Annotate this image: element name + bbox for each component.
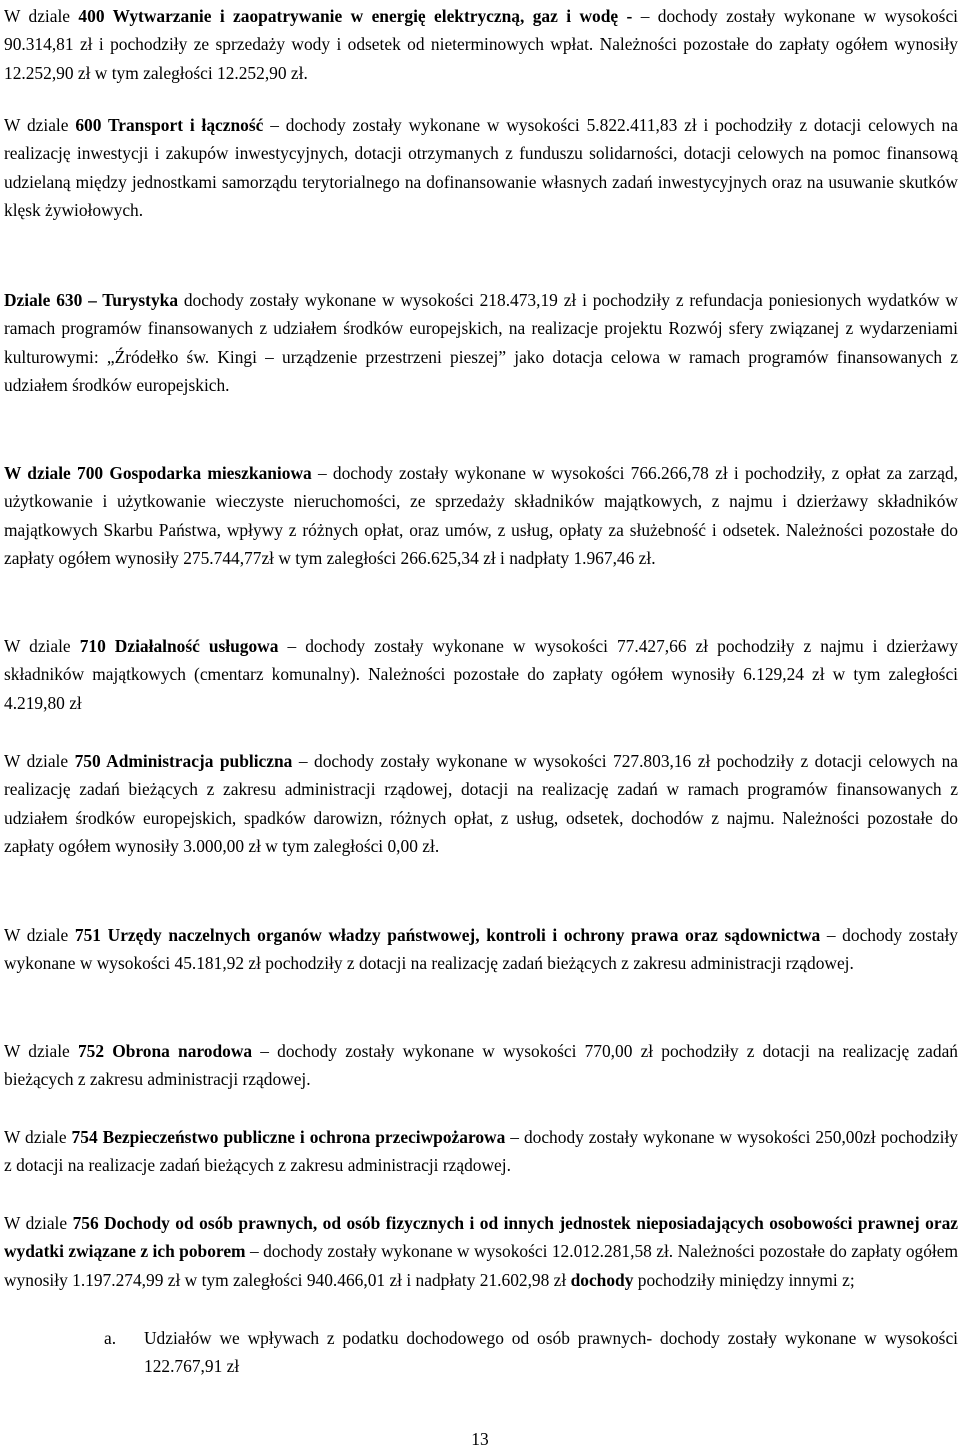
section-heading-400: 400 Wytwarzanie i zaopatrywanie w energię elektryczną, gaz i wodę - <box>78 6 633 26</box>
list-item <box>104 1324 958 1381</box>
section-heading-600: 600 Transport i łączność <box>75 115 264 135</box>
paragraph-dzial-756 <box>4 1209 958 1294</box>
paragraph-lead: W dziale <box>4 115 69 135</box>
paragraph-lead: W dziale <box>4 6 71 26</box>
paragraph-text: – dochody zostały wykonane w wysokości 770,00 zł pochodziły z dotacji na realizację zadań bieżących z zakresu administracji rządowej. <box>4 1041 958 1090</box>
paragraph-dzial-751 <box>4 921 958 978</box>
paragraph-text: – dochody zostały wykonane w wysokości 250,00zł pochodziły z dotacji na realizacje zadań bieżących z zakresu administracji rządowej. <box>4 1127 958 1176</box>
paragraph-text: – dochody zostały wykonane w wysokości 45.181,92 zł pochodziły z dotacji na realizację zadań bieżących z zakresu administracji rządowej. <box>4 925 958 974</box>
paragraph-dzial-710 <box>4 632 958 717</box>
paragraph-text: – dochody zostały wykonane w wysokości 12.012.281,58 zł. Należności pozostałe do zapłaty ogółem wynosiły 1.197.274,99 zł w tym zaległości 940.466,01 zł i nadpłaty 21.602,98 zł <box>4 1241 958 1290</box>
section-heading-710: 710 Działalność usługowa <box>79 636 279 656</box>
section-heading-756: 756 Dochody od osób prawnych, od osób fizycznych i od innych jednostek nieposiadających osobowości prawnej oraz wydatki związane z ich poborem <box>4 1213 958 1262</box>
paragraph-dzial-750 <box>4 747 958 860</box>
paragraph-text: dochody zostały wykonane w wysokości 218.473,19 zł i pochodziły z refundacja poniesionych wydatków w ramach programów finansowanych z udziałem środków europejskich, na realizacje projektu Rozwój sfery związanej z wydarzeniami kulturowymi: „Źródełko św. Kingi – urządzenie przestrzeni pieszej” jako dotacja celowa w ramach programów finansowanych z udziałem środków europejskich. <box>4 290 958 395</box>
paragraph-bold-word: dochody <box>570 1269 634 1290</box>
paragraph-lead: W dziale <box>4 463 71 483</box>
paragraph-text: – dochody zostały wykonane w wysokości 77.427,66 zł pochodziły z najmu i dzierżawy składników majątkowych (cmentarz komunalny). Należności pozostałe do zapłaty ogółem wynosiły 6.129,24 zł w tym zaległości 4.219,80 zł <box>4 636 958 713</box>
section-heading-700: 700 Gospodarka mieszkaniowa <box>77 463 312 483</box>
paragraph-dzial-752 <box>4 1037 958 1094</box>
paragraph-lead: W dziale <box>4 1127 67 1147</box>
paragraph-lead: Dziale <box>4 290 51 310</box>
paragraph-dzial-400 <box>4 2 958 87</box>
section-heading-630: 630 – Turystyka <box>56 290 179 310</box>
paragraph-text: – dochody zostały wykonane w wysokości 5.822.411,83 zł i pochodziły z dotacji celowych na realizację inwestycji i zakupów inwestycyjnych, dotacji otrzymanych z funduszu solidarności, dotacji celowych na pomoc finansową udzielaną między jednostkami samorządu terytorialnego na dofinansowanie własnych zadań inwestycyjnych oraz na usuwanie skutków klęsk żywiołowych. <box>4 115 958 220</box>
paragraph-text: – dochody zostały wykonane w wysokości 766.266,78 zł i pochodziły, z opłat za zarząd, użytkowanie i użytkowanie wieczyste nieruchomości, ze sprzedaży składników majątkowych, z najmu i dzierżawy składników majątkowych Skarbu Państwa, wpływy z różnych opłat, oraz umów, z usług, opłaty za służebność i odsetek. Należności pozostałe do zapłaty ogółem wynosiły 275.744,77zł w tym zaległości 266.625,34 zł i nadpłaty 1.967,46 zł. <box>4 463 958 568</box>
paragraph-lead: W dziale <box>4 636 71 656</box>
paragraph-dzial-754 <box>4 1123 958 1180</box>
paragraph-dzial-700 <box>4 459 958 572</box>
paragraph-text: – dochody zostały wykonane w wysokości 727.803,16 zł pochodziły z dotacji celowych na realizację zadań bieżących z zakresu administracji rządowej, dotacji na realizację zadań w ramach programów finansowanych z udziałem środków europejskich, spadków darowizn, różnych opłat, z usług, odsetek, dochodów z najmu. Należności pozostałe do zapłaty ogółem wynosiły 3.000,00 zł w tym zaległości 0,00 zł. <box>4 751 958 856</box>
paragraph-lead: W dziale <box>4 751 69 771</box>
paragraph-dzial-600 <box>4 111 958 224</box>
paragraph-lead: W dziale <box>4 1041 70 1061</box>
paragraph-dzial-630 <box>4 286 958 399</box>
page-number: 13 <box>471 1429 489 1449</box>
section-heading-750: 750 Administracja publiczna <box>74 751 293 771</box>
paragraph-lead: W dziale <box>4 925 69 945</box>
section-heading-754: 754 Bezpieczeństwo publiczne i ochrona przeciwpożarowa <box>71 1127 506 1147</box>
paragraph-text-tail-end: iędzy innymi z; <box>746 1269 855 1290</box>
paragraph-text: – dochody zostały wykonane w wysokości 90.314,81 zł i pochodziły ze sprzedaży wody i odsetek od nieterminowych wpłat. Należności pozostałe do zapłaty ogółem wynosiły 12.252,90 zł w tym zaległości 12.252,90 zł. <box>4 6 958 83</box>
paragraph-lead: W dziale <box>4 1213 68 1233</box>
section-heading-752: 752 Obrona narodowa <box>77 1041 253 1061</box>
section-heading-751: 751 Urzędy naczelnych organów władzy państwowej, kontroli i ochrony prawa oraz sądownictwa <box>74 925 821 945</box>
list-item-text: Udziałów we wpływach z podatku dochodowego od osób prawnych- dochody zostały wykonane w wysokości 122.767,91 zł <box>144 1328 958 1377</box>
list-marker: a. <box>104 1328 117 1348</box>
paragraph-text-tail: pochodziły min <box>637 1269 747 1290</box>
